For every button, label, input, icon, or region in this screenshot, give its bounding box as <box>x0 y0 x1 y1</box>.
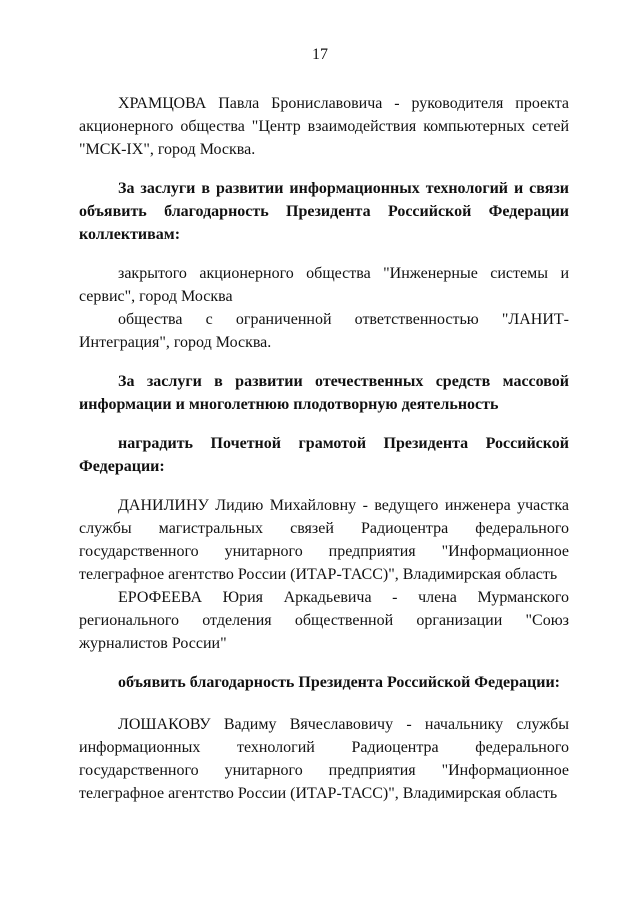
paragraph-text: закрытого акционерного общества "Инженерные системы и сервис", город Москва <box>79 265 569 305</box>
paragraph-loshakova <box>79 713 569 805</box>
paragraph-text: ХРАМЦОВА Павла Брониславовича - руководителя проекта акционерного общества "Центр взаимодействия компьютерных сетей "МСК-IX", город Москва. <box>79 95 569 158</box>
paragraph-text: общества с ограниченной ответственностью "ЛАНИТ-Интеграция", город Москва. <box>79 311 569 351</box>
paragraph-ingenernye-sistemy <box>79 262 569 308</box>
paragraph-text: ЛОШАКОВУ Вадиму Вячеславовичу - начальнику службы информационных технологий Радиоцентра федерального государственного унитарного предприятия "Информационное телеграфное агентство России (ИТАР-ТАСС)", Владимирская область <box>79 716 569 802</box>
paragraph-lanit <box>79 308 569 354</box>
paragraph-danilina <box>79 494 569 586</box>
heading-text: наградить Почетной грамотой Президента Российской Федерации: <box>79 435 569 475</box>
paragraph-erofeev <box>79 586 569 655</box>
paragraph-text: ДАНИЛИНУ Лидию Михайловну - ведущего инженера участка службы магистральных связей Радиоцентра федерального государственного унитарного предприятия "Информационное телеграфное агентство России (ИТАР-ТАСС)", Владимирская область <box>79 497 569 583</box>
heading-text: объявить благодарность Президента Российской Федерации: <box>118 674 560 691</box>
heading-it-gratitude <box>79 177 569 246</box>
heading-media-merits <box>79 370 569 416</box>
heading-president-gratitude <box>79 671 569 694</box>
paragraph-khramtsov <box>79 92 569 161</box>
page-number: 17 <box>312 46 328 63</box>
heading-award-certificate <box>79 432 569 478</box>
paragraph-text: ЕРОФЕЕВА Юрия Аркадьевича - члена Мурманского регионального отделения общественной организации "Союз журналистов России" <box>79 589 569 652</box>
heading-text: За заслуги в развитии отечественных средств массовой информации и многолетнюю плодотворную деятельность <box>79 373 569 413</box>
heading-text: За заслуги в развитии информационных технологий и связи объявить благодарность Президента Российской Федерации коллективам: <box>79 180 569 243</box>
